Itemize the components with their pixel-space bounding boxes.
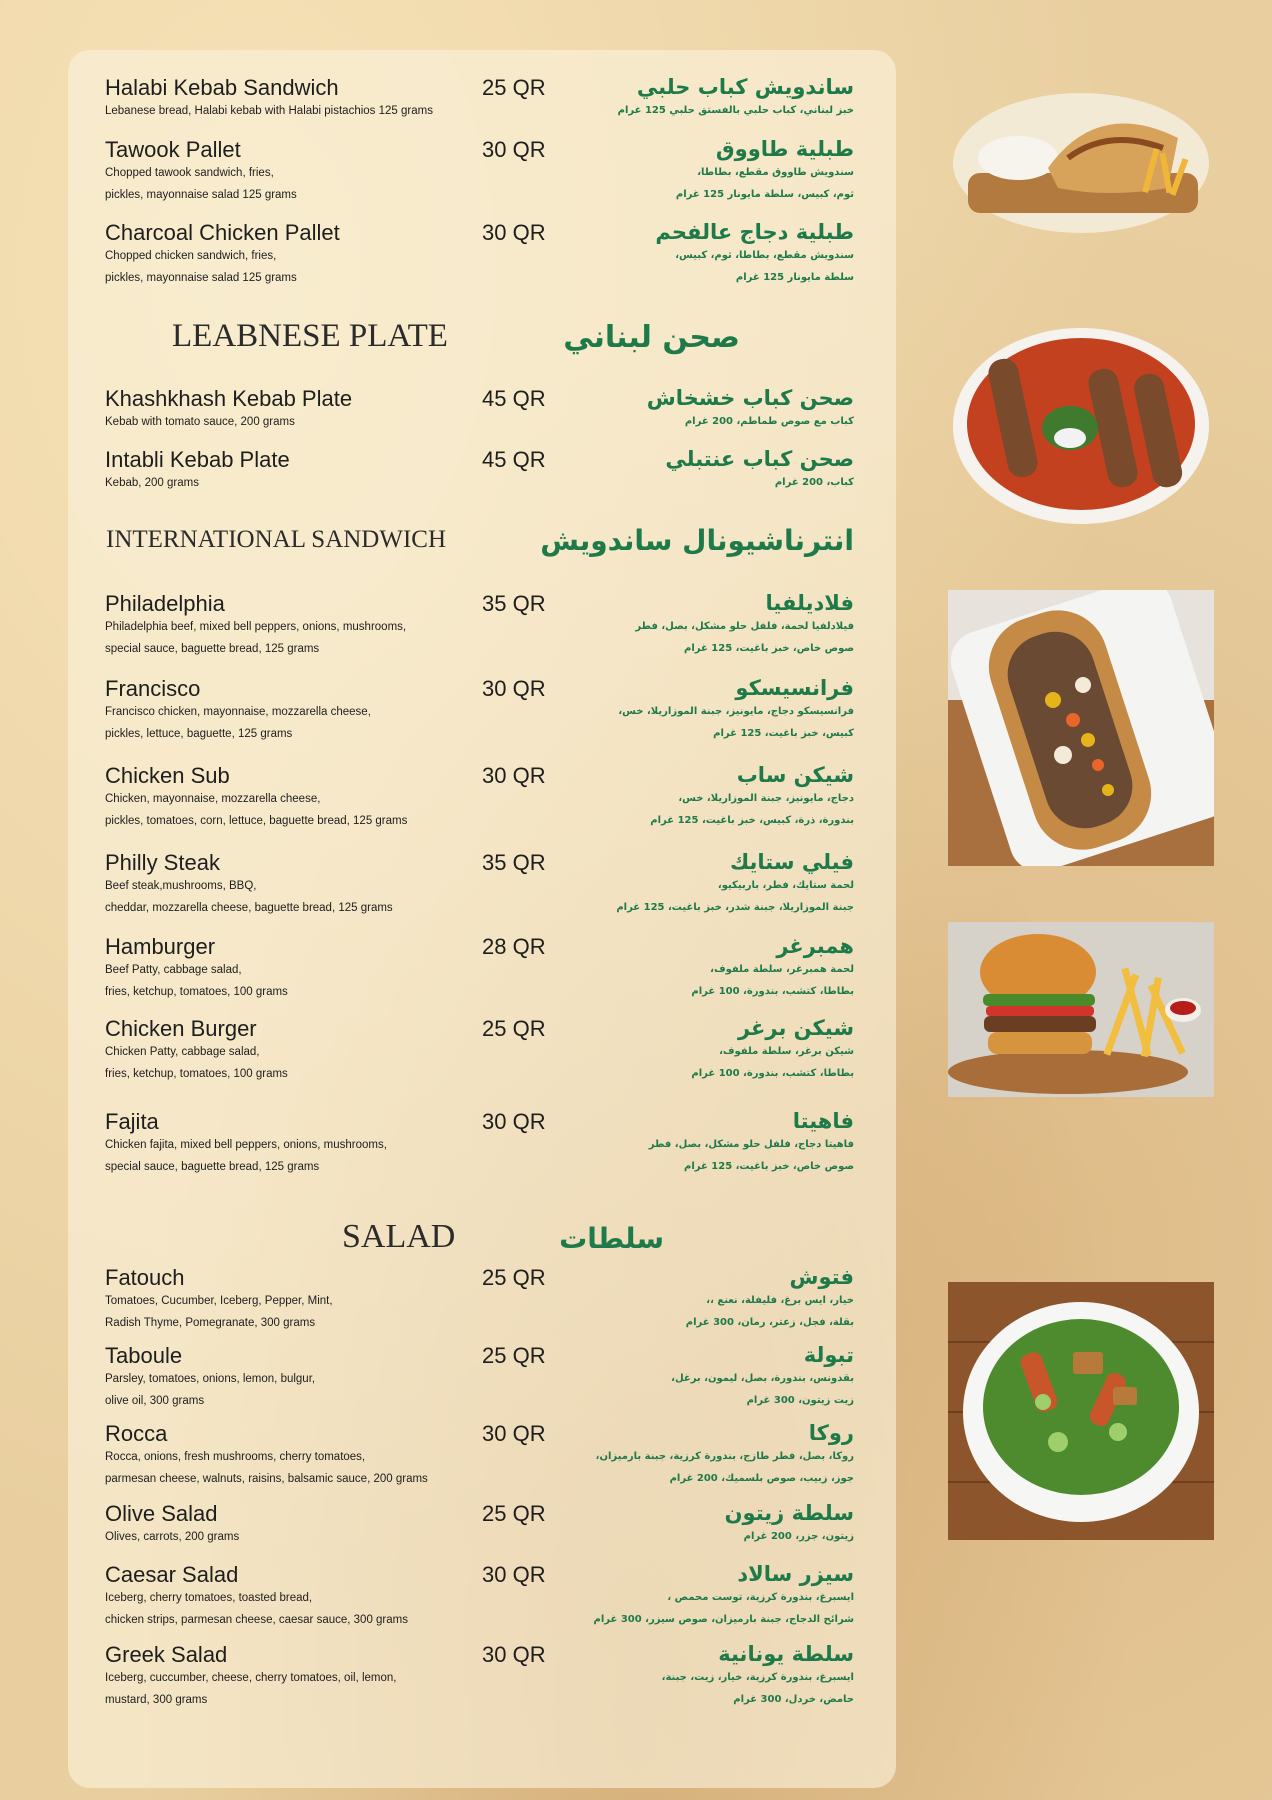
item-description-line2: pickles, mayonnaise salad 125 grams: [105, 272, 297, 284]
shawarma-sandwich-photo: [948, 78, 1214, 238]
item-description: Chopped chicken sandwich, fries,: [105, 250, 277, 262]
philly-sandwich-photo: [948, 590, 1214, 866]
item-description-line2: pickles, tomatoes, corn, lettuce, baguette bread, 125 grams: [105, 815, 408, 827]
item-name-ar: تبولة: [803, 1343, 854, 1367]
item-description: Beef steak,mushrooms, BBQ,: [105, 880, 257, 892]
item-name-ar: ساندويش كباب حلبي: [636, 75, 854, 99]
item-price: 30 QR: [482, 1642, 546, 1667]
item-price: 25 QR: [482, 75, 546, 100]
item-description: Chicken fajita, mixed bell peppers, onions, mushrooms,: [105, 1139, 387, 1151]
item-description: Tomatoes, Cucumber, Iceberg, Pepper, Mint,: [105, 1295, 333, 1307]
item-name-ar: فاهيتا: [792, 1109, 854, 1133]
item-name-ar: روكا: [808, 1421, 854, 1445]
international-title-en: INTERNATIONAL SANDWICH: [106, 526, 447, 553]
item-description-ar: شيكن برغر، سلطة ملفوف،: [719, 1046, 854, 1057]
menu-item: [0, 1562, 1272, 1642]
salad-title-ar: سلطات: [559, 1222, 664, 1255]
item-description: Rocca, onions, fresh mushrooms, cherry tomatoes,: [105, 1451, 366, 1463]
item-description-line2: cheddar, mozzarella cheese, baguette bread, 125 grams: [105, 902, 393, 914]
item-name: Olive Salad: [105, 1501, 218, 1526]
item-description-ar: روكا، بصل، فطر طازج، بندورة كرزية، جبنة بارميزان،: [595, 1451, 854, 1462]
item-description-ar: سندويش مقطع، بطاطا، ثوم، كبيس،: [675, 250, 854, 261]
item-name: Greek Salad: [105, 1642, 228, 1667]
item-name-ar: صحن كباب خشخاش: [646, 386, 854, 410]
item-price: 30 QR: [482, 676, 546, 701]
item-name: Taboule: [105, 1343, 183, 1368]
item-name-ar: سلطة يونانية: [718, 1642, 854, 1666]
item-name: Hamburger: [105, 934, 216, 959]
item-name: Tawook Pallet: [105, 137, 241, 162]
item-name-ar: سيزر سالاد: [737, 1562, 854, 1586]
item-description-line2: chicken strips, parmesan cheese, caesar sauce, 300 grams: [105, 1614, 408, 1626]
item-description: Beef Patty, cabbage salad,: [105, 964, 242, 976]
item-description: Kebab with tomato sauce, 200 grams: [105, 416, 295, 428]
item-name: Philadelphia: [105, 591, 225, 616]
item-name: Charcoal Chicken Pallet: [105, 220, 340, 245]
item-description-ar-line2: بندورة، ذرة، كبيس، خبز باغيت، 125 غرام: [650, 815, 854, 826]
item-name-ar: سلطة زيتون: [724, 1501, 854, 1525]
item-description-ar-line2: جبنة الموزاريلا، جبنة شدر، خبز باغيت، 125 غرام: [616, 902, 854, 913]
item-description-ar: لحمة همبرغر، سلطة ملفوف،: [710, 964, 854, 975]
menu-item: [0, 1109, 1272, 1189]
item-price: 30 QR: [482, 763, 546, 788]
lebanese-plate-title-ar: صحن لبناني: [563, 320, 740, 355]
item-name: Francisco: [105, 676, 201, 701]
item-price: 25 QR: [482, 1016, 546, 1041]
item-description-ar-line2: سلطة مايونار 125 غرام: [735, 272, 854, 283]
item-name: Philly Steak: [105, 850, 220, 875]
item-price: 30 QR: [482, 1562, 546, 1587]
item-description-ar-line2: زيت زيتون، 300 غرام: [746, 1395, 854, 1406]
item-description-line2: mustard, 300 grams: [105, 1694, 208, 1706]
item-price: 30 QR: [482, 1421, 546, 1446]
item-name-ar: شيكن ساب: [736, 763, 854, 787]
item-price: 35 QR: [482, 850, 546, 875]
item-description-ar-line2: بطاطا، كتشب، بندورة، 100 غرام: [691, 1068, 854, 1079]
item-description-ar: ايسبرغ، بندورة كرزية، توست محمص ،: [667, 1592, 854, 1603]
item-name: Chicken Sub: [105, 763, 230, 788]
item-description: Philadelphia beef, mixed bell peppers, onions, mushrooms,: [105, 621, 407, 633]
item-description-line2: special sauce, baguette bread, 125 grams: [105, 643, 320, 655]
item-name-ar: طبلية دجاج عالفحم: [655, 220, 854, 244]
item-price: 30 QR: [482, 137, 546, 162]
item-description-ar: سندويش طاووق مقطع، بطاطا،: [697, 167, 854, 178]
item-description-line2: pickles, lettuce, baguette, 125 grams: [105, 728, 293, 740]
item-description: Lebanese bread, Halabi kebab with Halabi pistachios 125 grams: [105, 105, 433, 117]
item-price: 25 QR: [482, 1265, 546, 1290]
item-price: 45 QR: [482, 386, 546, 411]
item-description-line2: parmesan cheese, walnuts, raisins, balsamic sauce, 200 grams: [105, 1473, 428, 1485]
item-name: Intabli Kebab Plate: [105, 447, 290, 472]
salad-bowl-photo: [948, 1282, 1214, 1540]
item-description-ar: ايسبرغ، بندورة كرزية، خيار، زيت، جبنة،: [661, 1672, 854, 1683]
item-description-ar: كباب، 200 غرام: [774, 477, 854, 488]
item-description-ar: فرانسيسكو دجاج، مايونيز، جبنة الموزاريلا، خس،: [618, 706, 854, 717]
item-description-line2: fries, ketchup, tomatoes, 100 grams: [105, 1068, 288, 1080]
item-name: Halabi Kebab Sandwich: [105, 75, 339, 100]
item-description: Kebab, 200 grams: [105, 477, 199, 489]
item-description: Iceberg, cuccumber, cheese, cherry tomatoes, oil, lemon,: [105, 1672, 397, 1684]
item-price: 25 QR: [482, 1501, 546, 1526]
item-description-line2: pickles, mayonnaise salad 125 grams: [105, 189, 297, 201]
item-description-ar: لحمة ستايك، فطر، باربيكيو،: [717, 880, 854, 891]
item-description-ar: زيتون، جزر، 200 غرام: [743, 1531, 854, 1542]
item-description-ar-line2: جوز، زبيب، صوص بلسميك، 200 غرام: [669, 1473, 854, 1484]
item-price: 35 QR: [482, 591, 546, 616]
item-name-ar: فتوش: [789, 1265, 854, 1289]
item-name-ar: همبرغر: [776, 934, 854, 958]
item-description: Chicken Patty, cabbage salad,: [105, 1046, 260, 1058]
lebanese-plate-title-en: LEABNESE PLATE: [172, 318, 448, 354]
item-description: Chopped tawook sandwich, fries,: [105, 167, 274, 179]
kebab-plate-photo: [948, 318, 1214, 528]
item-description-line2: Radish Thyme, Pomegranate, 300 grams: [105, 1317, 316, 1329]
item-name: Fajita: [105, 1109, 159, 1134]
item-description-ar: فيلادلفيا لحمة، فلفل حلو مشكل، بصل، فطر: [635, 621, 854, 632]
item-description-ar-line2: كبيس، خبز باغيت، 125 غرام: [713, 728, 854, 739]
item-description: Parsley, tomatoes, onions, lemon, bulgur,: [105, 1373, 316, 1385]
item-name-ar: طبلية طاووق: [715, 137, 854, 161]
item-price: 28 QR: [482, 934, 546, 959]
item-description: Iceberg, cherry tomatoes, toasted bread,: [105, 1592, 313, 1604]
item-description-line2: olive oil, 300 grams: [105, 1395, 205, 1407]
item-name-ar: شيكن برغر: [737, 1016, 854, 1040]
item-description: Olives, carrots, 200 grams: [105, 1531, 240, 1543]
item-description-ar: خيار، ايس برغ، فليفلة، نعنع ،،: [706, 1295, 854, 1306]
item-description-ar-line2: ثوم، كبيس، سلطة مايونار 125 غرام: [675, 189, 854, 200]
item-name: Caesar Salad: [105, 1562, 239, 1587]
item-description-ar: خبز لبناني، كباب حلبي بالفستق حلبي 125 غرام: [617, 105, 854, 116]
item-description-ar: دجاج، مايونيز، جبنة الموزاريلا، خس،: [678, 793, 854, 804]
item-description-ar-line2: بقلة، فجل، زعتر، رمان، 300 غرام: [685, 1317, 854, 1328]
item-description-ar-line2: بطاطا، كتشب، بندورة، 100 غرام: [691, 986, 854, 997]
item-description: Francisco chicken, mayonnaise, mozzarella cheese,: [105, 706, 371, 718]
item-description-ar: فاهيتا دجاج، فلفل حلو مشكل، بصل، فطر: [648, 1139, 854, 1150]
item-name-ar: فرانسيسكو: [735, 676, 854, 700]
item-price: 45 QR: [482, 447, 546, 472]
item-price: 25 QR: [482, 1343, 546, 1368]
menu-item: [0, 1642, 1272, 1722]
item-description-ar-line2: حامض، خردل، 300 غرام: [733, 1694, 854, 1705]
item-name: Chicken Burger: [105, 1016, 257, 1041]
international-title-ar: انترناشيونال ساندويش: [540, 524, 854, 557]
item-name-ar: فلادیلفیا: [765, 591, 854, 615]
item-description-ar: كباب مع صوص طماطم، 200 غرام: [684, 416, 854, 427]
item-description-line2: fries, ketchup, tomatoes, 100 grams: [105, 986, 288, 998]
item-description-ar-line2: صوص خاص، خبز باغيت، 125 غرام: [683, 1161, 854, 1172]
item-name: Rocca: [105, 1421, 168, 1446]
item-price: 30 QR: [482, 220, 546, 245]
item-name: Fatouch: [105, 1265, 185, 1290]
salad-title-en: SALAD: [342, 1218, 456, 1255]
item-description-ar-line2: شرائح الدجاج، جبنة بارميزان، صوص سيزر، 300 غرام: [593, 1614, 854, 1625]
item-description-ar: بقدونس، بندورة، بصل، ليمون، برغل،: [671, 1373, 854, 1384]
item-name-ar: صحن كباب عنتبلي: [665, 447, 854, 471]
item-name: Khashkhash Kebab Plate: [105, 386, 353, 411]
burger-photo: [948, 922, 1214, 1097]
item-description-ar-line2: صوص خاص، خبز باغيت، 125 غرام: [683, 643, 854, 654]
item-description-line2: special sauce, baguette bread, 125 grams: [105, 1161, 320, 1173]
item-description: Chicken, mayonnaise, mozzarella cheese,: [105, 793, 321, 805]
item-price: 30 QR: [482, 1109, 546, 1134]
item-name-ar: فيلي ستايك: [729, 850, 854, 874]
